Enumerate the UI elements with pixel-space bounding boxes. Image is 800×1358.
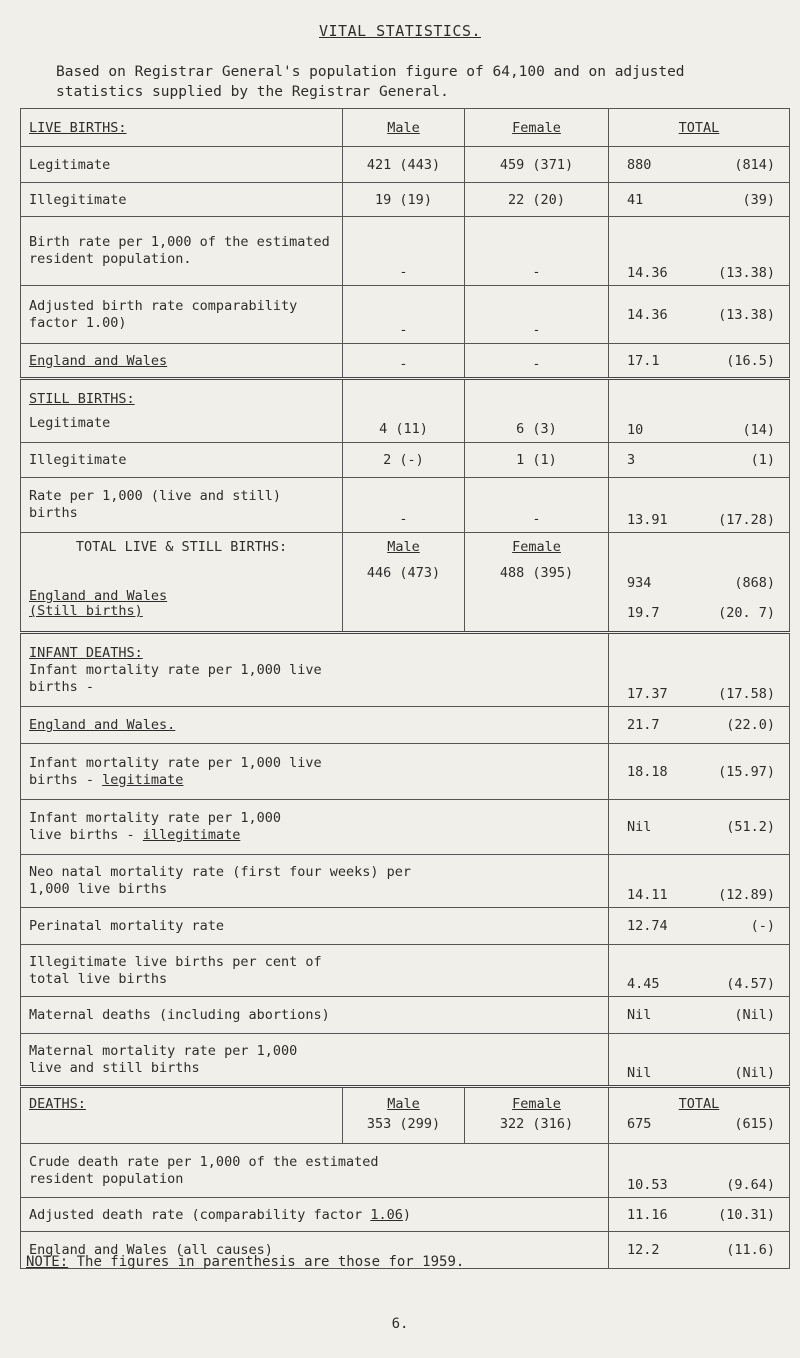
- table-row: Adjusted birth rate comparability factor 1.00) - - 14.36 (13.38): [21, 286, 790, 344]
- table-row: Crude death rate per 1,000 of the estimated resident population 10.53 (9.64): [21, 1144, 790, 1198]
- deaths-heading: DEATHS:: [29, 1096, 86, 1112]
- live-births-heading: LIVE BIRTHS:: [21, 109, 343, 147]
- table-row: Birth rate per 1,000 of the estimated resident population. - - 14.36 (13.38): [21, 217, 790, 286]
- live-births-header-row: [21, 109, 790, 147]
- table-row: Maternal mortality rate per 1,000 live and still births Nil (Nil): [21, 1034, 790, 1087]
- col-male: Male: [387, 119, 420, 136]
- col-total: TOTAL: [678, 119, 720, 136]
- table-row: Illegitimate 2 (-) 1 (1) 3 (1): [21, 443, 790, 478]
- vital-statistics-table: [20, 108, 790, 1269]
- table-row: Illegitimate 19 (19) 22 (20) 41 (39): [21, 183, 790, 217]
- table-row: England and Wales. 21.7 (22.0): [21, 707, 790, 744]
- table-row: Rate per 1,000 (live and still) births - - 13.91 (17.28): [21, 478, 790, 533]
- table-row: Infant mortality rate per 1,000 live births - legitimate 18.18 (15.97): [21, 744, 790, 800]
- table-row: Illegitimate live births per cent of total live births 4.45 (4.57): [21, 945, 790, 997]
- table-row: Adjusted death rate (comparability factor 1.06) 11.16 (10.31): [21, 1198, 790, 1232]
- total-live-still-heading: TOTAL LIVE & STILL BIRTHS:: [75, 539, 288, 555]
- table-row: Infant mortality rate per 1,000 live births - illegitimate Nil (51.2): [21, 800, 790, 855]
- table-row: Neo natal mortality rate (first four weeks) per 1,000 live births 14.11 (12.89): [21, 855, 790, 908]
- table-row: Perinatal mortality rate 12.74 (-): [21, 908, 790, 945]
- footnote: NOTE: The figures in parenthesis are those for 1959.: [26, 1254, 465, 1270]
- page-number: 6.: [391, 1316, 409, 1332]
- table-row: INFANT DEATHS: Infant mortality rate per 1,000 live births - 17.37 (17.58): [21, 633, 790, 707]
- table-row: STILL BIRTHS: Legitimate 4 (11) 6 (3) 10 (14): [21, 379, 790, 443]
- col-female: Female: [512, 119, 561, 136]
- table-row: Legitimate 421 (443) 459 (371) 880 (814): [21, 147, 790, 183]
- page-title: VITAL STATISTICS.: [318, 22, 482, 40]
- table-row: Maternal deaths (including abortions) Nil (Nil): [21, 997, 790, 1034]
- still-births-heading: STILL BIRTHS:: [29, 390, 135, 407]
- table-row: England and Wales - - 17.1 (16.5): [21, 344, 790, 379]
- table-row: England and Wales (all causes) 12.2 (11.6): [21, 1232, 790, 1269]
- infant-deaths-heading: INFANT DEATHS:: [29, 644, 143, 661]
- deaths-header-row: DEATHS: Male 353 (299) Female 322 (316) TOTAL 675 (615): [21, 1087, 790, 1144]
- total-live-still-row: TOTAL LIVE & STILL BIRTHS: England and Wales (Still births) Male 446 (473) Female 488 (395) 934 (868) 19.7 (20. 7): [21, 533, 790, 633]
- intro-text: Based on Registrar General's population figure of 64,100 and on adjusted statistics supplied by the Registrar General.: [56, 64, 685, 100]
